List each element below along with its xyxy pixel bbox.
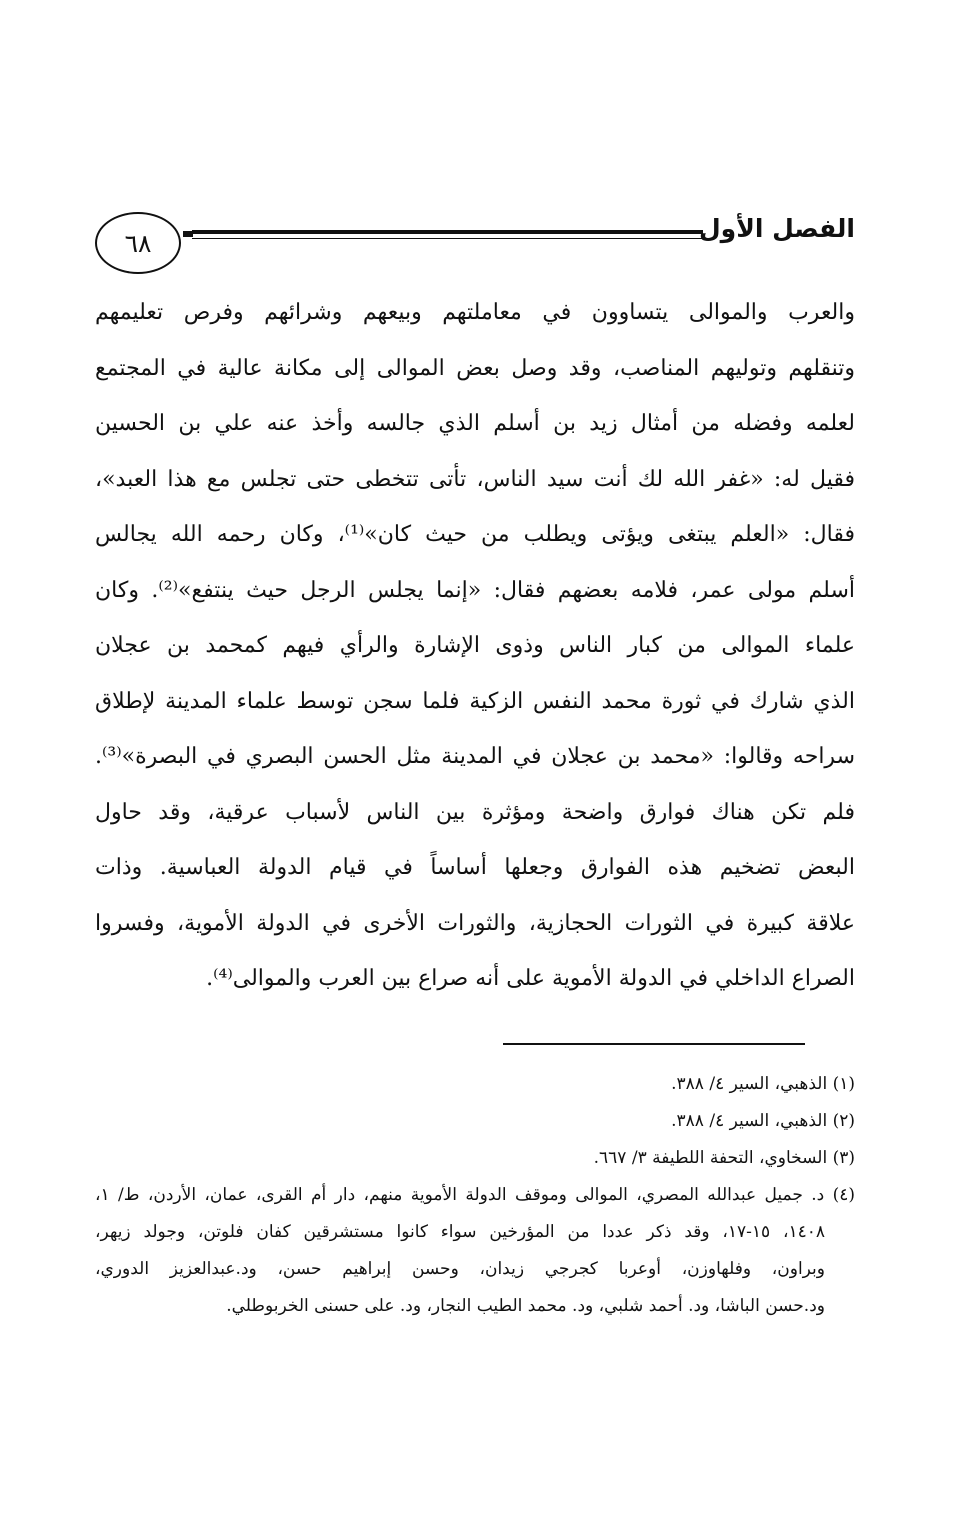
main-text (95, 285, 855, 1007)
header-rule (192, 230, 703, 239)
footnote-3: (٣) السخاوي، التحفة اللطيفة ٣/ ٦٦٧. (593, 1148, 855, 1168)
footnote-4-continuation: وبراون، وفلهاوزن، أوعربا كجرجي زيدان، وحسن إبراهيم حسن، ود.عبدالعزيز الدوري، (95, 1259, 825, 1279)
footnote-4: (٤) د. جميل عبدالله المصري، الموالى وموقف الدولة الأموية منهم، دار أم القرى، عمان، الأردن، ط/ ١، (95, 1185, 855, 1205)
page-header (95, 212, 855, 276)
text-line: لعلمه وفضله من أمثال زيد بن أسلم الذي جالسه وأخذ عنه علي بن الحسين (95, 411, 855, 436)
text-line: فقال: «العلم يبتغى ويؤتى ويطلب من حيث كان»⁽¹⁾، وكان رحمه الله يجالس (95, 522, 855, 547)
text-line: الذي شارك في ثورة محمد النفس الزكية فلما سجن توسط علماء المدينة لإطلاق (95, 688, 855, 714)
footnote-1: (١) الذهبي، السير ٤/ ٣٨٨. (671, 1074, 855, 1094)
text-line: علاقة كبيرة في الثورات الحجازية، والثورات الأخرى في الدولة الأموية، وفسروا (95, 910, 855, 936)
text-line: فقيل له: «غفر الله لك أنت سيد الناس، تأتى تتخطى حتى تجلس مع هذا العبد»، (95, 466, 855, 492)
chapter-title: الفصل الأول (698, 214, 855, 243)
footnotes (95, 1066, 855, 1325)
text-line: سراحه وقالوا: «محمد بن عجلان في المدينة مثل الحسن البصري في البصرة»⁽³⁾. (95, 744, 855, 769)
text-line: فلم تكن هناك فوارق واضحة ومؤثرة بين الناس لأسباب عرقية، وقد حاول (95, 799, 855, 825)
text-line: البعض تضخيم هذه الفوارق وجعلها أساساً في قيام الدولة العباسية. وذات (95, 855, 855, 880)
footnote-4-continuation: ١٤٠٨، ١٥-١٧، وقد ذكر عددا من المؤرخين سواء كانوا مستشرقين كفان فلوتن، وجولد زيهر، (95, 1222, 825, 1242)
text-line: علماء الموالى من كبار الناس وذوى الإشارة والرأي فيهم كمحمد بن عجلان (95, 633, 855, 658)
text-line: أسلم مولى عمر، فلامه بعضهم فقال: «إنما يجلس الرجل حيث ينتفع»⁽²⁾. وكان (95, 577, 855, 603)
page-number: ٦٨ (95, 212, 181, 274)
text-line: الصراع الداخلي في الدولة الأموية على أنه صراع بين العرب والموالى⁽⁴⁾. (206, 966, 855, 991)
footnote-2: (٢) الذهبي، السير ٤/ ٣٨٨. (671, 1111, 855, 1131)
text-line: والعرب والموالى يتساوون في معاملتهم وبيعهم وشرائهم وفرص تعليمهم (95, 300, 855, 325)
footnote-4-continuation: ود.حسن الباشا، ود. أحمد شلبي، ود. محمد الطيب النجار، ود. على حسنى الخربوطلي. (226, 1296, 825, 1316)
footnote-separator (503, 1043, 805, 1045)
text-line: وتنقلهم وتوليهم المناصب، وقد وصل بعض الموالى إلى مكانة عالية في المجتمع (95, 355, 855, 381)
